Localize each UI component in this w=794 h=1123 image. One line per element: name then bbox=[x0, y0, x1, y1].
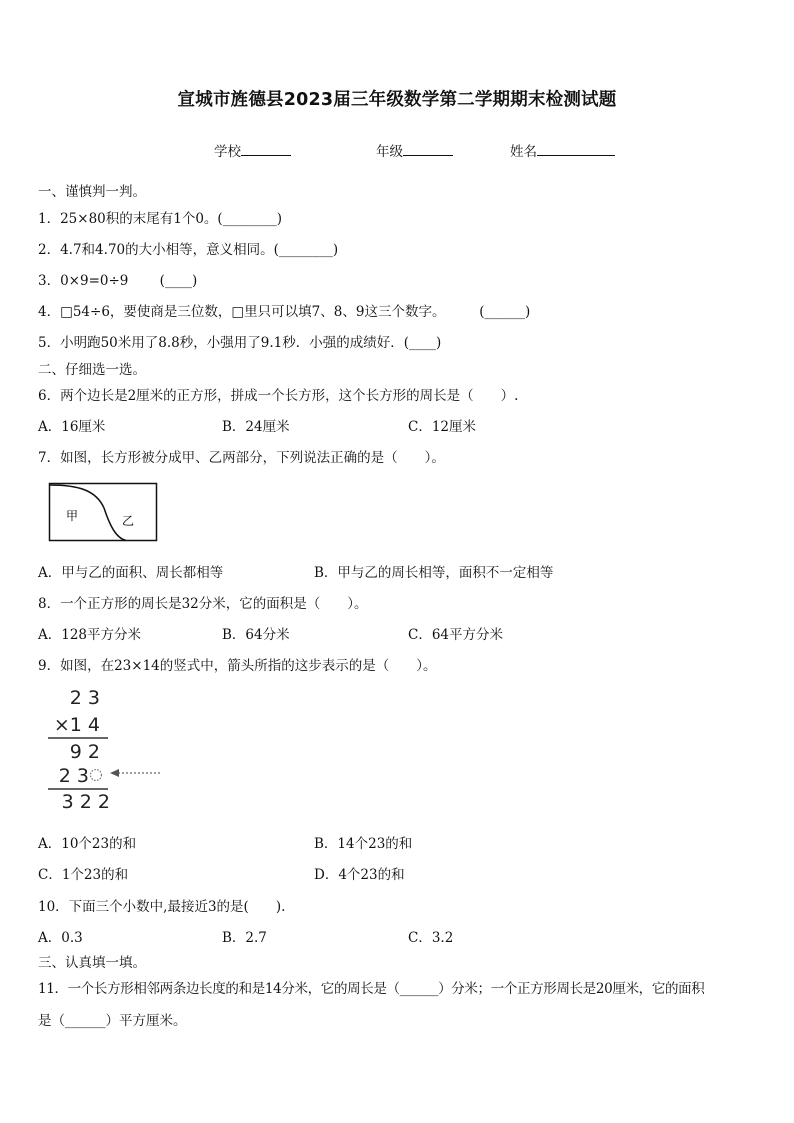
question-11-line-1: 11．一个长方形相邻两条边长度的和是14分米，它的周长是（______）分米；一个正方形周长是20厘米，它的面积 bbox=[38, 981, 705, 997]
question-9: 9．如图，在23×14的竖式中，箭头所指的这步表示的是（ ）。 bbox=[38, 658, 437, 674]
question-11-line-2: 是（______）平方厘米。 bbox=[38, 1013, 187, 1029]
region-yi-label: 乙 bbox=[122, 514, 135, 528]
q7-option-a: A．甲与乙的面积、周长都相等 bbox=[38, 565, 224, 581]
multiplier: ×1 4 bbox=[53, 714, 100, 736]
vertical-multiplication-figure bbox=[44, 684, 168, 814]
school-label: 学校 bbox=[214, 144, 241, 160]
q9-option-c: C．1个23的和 bbox=[38, 867, 129, 883]
question-3: 3．0×9=0÷9 (____) bbox=[38, 273, 198, 289]
question-7: 7．如图，长方形被分成甲、乙两部分，下列说法正确的是（ ）。 bbox=[38, 450, 445, 466]
placeholder-dotted-zero bbox=[91, 770, 102, 781]
question-5: 5．小明跑50米用了8.8秒，小强用了9.1秒．小强的成绩好．(____) bbox=[38, 335, 442, 351]
name-blank bbox=[537, 142, 615, 156]
q9-option-a: A．10个23的和 bbox=[38, 836, 137, 852]
school-blank bbox=[241, 142, 291, 156]
name-field bbox=[510, 140, 615, 160]
rectangle-figure bbox=[48, 482, 160, 544]
question-1: 1．25×80积的末尾有1个0。(________) bbox=[38, 211, 282, 227]
q10-option-b: B．2.7 bbox=[222, 930, 267, 946]
q8-option-a: A．128平方分米 bbox=[38, 627, 142, 643]
q8-option-b: B．64分米 bbox=[222, 627, 290, 643]
section-heading-1: 一、谨慎判一判。 bbox=[38, 184, 146, 200]
region-jia-label: 甲 bbox=[66, 509, 79, 523]
question-6: 6．两个边长是2厘米的正方形，拼成一个长方形，这个长方形的周长是（ ）. bbox=[38, 388, 519, 404]
section-heading-2: 二、仔细选一选。 bbox=[38, 362, 146, 378]
school-field bbox=[214, 140, 291, 160]
section-heading-3: 三、认真填一填。 bbox=[38, 955, 146, 971]
partial-product-2: 2 3 bbox=[58, 765, 89, 787]
q9-option-b: B．14个23的和 bbox=[314, 836, 413, 852]
q6-option-b: B．24厘米 bbox=[222, 419, 290, 435]
q6-option-a: A．16厘米 bbox=[38, 419, 106, 435]
grade-blank bbox=[403, 142, 453, 156]
question-10: 10．下面三个小数中,最接近3的是( ). bbox=[38, 899, 286, 915]
q6-option-c: C．12厘米 bbox=[408, 419, 477, 435]
question-8: 8．一个正方形的周长是32分米，它的面积是（ ）。 bbox=[38, 596, 368, 612]
dividing-curve bbox=[50, 485, 127, 541]
page-title: 宣城市旌德县2023届三年级数学第二学期期末检测试题 bbox=[177, 90, 617, 110]
q10-option-c: C．3.2 bbox=[408, 930, 454, 946]
q8-option-c: C．64平方分米 bbox=[408, 627, 504, 643]
question-2: 2．4.7和4.70的大小相等，意义相同。(________) bbox=[38, 242, 339, 258]
arrow-head-icon bbox=[110, 769, 119, 777]
grade-label: 年级 bbox=[376, 144, 403, 160]
grade-field bbox=[376, 140, 453, 160]
q9-option-d: D．4个23的和 bbox=[314, 867, 405, 883]
q7-option-b: B．甲与乙的周长相等，面积不一定相等 bbox=[314, 565, 554, 581]
name-label: 姓名 bbox=[510, 144, 537, 160]
final-product: 3 2 2 bbox=[61, 791, 110, 813]
q10-option-a: A．0.3 bbox=[38, 930, 83, 946]
question-4: 4．□54÷6，要使商是三位数，□里只可以填7、8、9这三个数字。 (______) bbox=[38, 304, 531, 320]
multiplicand: 2 3 bbox=[69, 687, 100, 709]
partial-product-1: 9 2 bbox=[69, 741, 100, 763]
